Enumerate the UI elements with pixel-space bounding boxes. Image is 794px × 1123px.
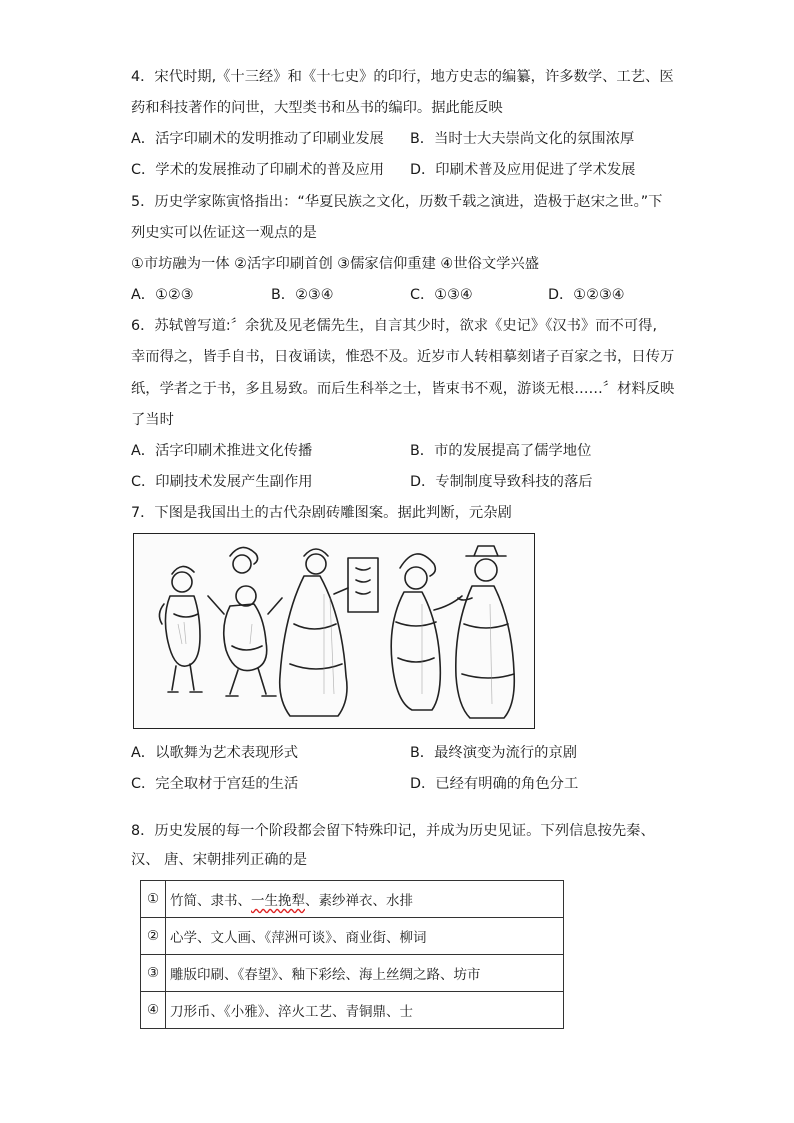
row-number: ③	[141, 955, 166, 992]
q4-stem-line2: 药和科技著作的问世，大型类书和丛书的编印。据此能反映	[131, 100, 503, 116]
q4-stem-line1: 4．宋代时期,《十三经》和《十七史》的印行，地方史志的编纂，许多数学、工艺、医	[131, 69, 674, 85]
zaju-brick-carving-image	[133, 533, 535, 729]
row-content: 竹简、隶书、一生挽犁、素纱禅衣、水排	[166, 881, 564, 918]
table-row	[141, 992, 564, 1029]
carving-figure-5	[456, 546, 514, 718]
q5-stem-line1: 5．历史学家陈寅恪指出：“华夏民族之文化，历数千载之演进，造极于赵宋之世。”下	[131, 194, 663, 210]
row-content: 雕版印刷、《春望》、釉下彩绘、海上丝绸之路、坊市	[166, 955, 564, 992]
q6-option-b: B．市的发展提高了儒学地位	[410, 443, 592, 459]
q5-stem-line2: 列史实可以佐证这一观点的是	[131, 225, 317, 241]
q6-stem-line3: 纸，学者之于书，多且易致。而后生科举之士，皆束书不观，游谈无根……〞材料反映	[131, 381, 675, 397]
q7-option-d: D．已经有明确的角色分工	[410, 776, 579, 792]
q5-option-a: A．①②③	[131, 287, 194, 303]
q4-option-a: A．活字印刷术的发明推动了印刷业发展	[131, 131, 384, 147]
carving-figure-2	[208, 547, 282, 696]
q4-option-c: C．学术的发展推动了印刷术的普及应用	[131, 162, 385, 178]
row-number: ④	[141, 992, 166, 1029]
wavy-underlined-text: 一生挽犁	[251, 893, 305, 909]
q7-stem-line1: 7．下图是我国出土的古代杂剧砖雕图案。据此判断，元杂剧	[131, 505, 512, 521]
q8-info-table	[140, 880, 564, 1029]
q5-items: ①市坊融为一体 ②活字印刷首创 ③儒家信仰重建 ④世俗文学兴盛	[131, 256, 540, 272]
q5-option-b: B．②③④	[271, 287, 334, 303]
q7-option-a: A．以歌舞为艺术表现形式	[131, 745, 299, 761]
row-number: ②	[141, 918, 166, 955]
row-number: ①	[141, 881, 166, 918]
carving-figure-1	[159, 566, 202, 692]
q8-stem-line1: 8．历史发展的每一个阶段都会留下特殊印记，并成为历史见证。下列信息按先秦、	[131, 823, 655, 839]
row-content: 心学、文人画、《萍洲可谈》、商业街、柳词	[166, 918, 564, 955]
q4-option-b: B．当时士大夫崇尚文化的氛围浓厚	[410, 131, 635, 147]
q6-stem-line2: 幸而得之，皆手自书，日夜诵读，惟恐不及。近岁市人转相摹刻诸子百家之书，日传万	[131, 349, 675, 365]
q5-option-d: D．①②③④	[548, 287, 625, 303]
table-row	[141, 918, 564, 955]
row-content: 刀形币、《小雅》、淬火工艺、青铜鼎、士	[166, 992, 564, 1029]
table-row	[141, 881, 564, 918]
q6-option-c: C．印刷技术发展产生副作用	[131, 474, 313, 490]
q6-option-a: A．活字印刷术推进文化传播	[131, 443, 313, 459]
q5-option-c: C．①③④	[410, 287, 473, 303]
q6-option-d: D．专制制度导致科技的落后	[410, 474, 593, 490]
q7-option-c: C．完全取材于宫廷的生活	[131, 776, 299, 792]
q6-stem-line4: 了当时	[131, 412, 174, 428]
table-row	[141, 955, 564, 992]
carving-figure-4	[391, 554, 462, 710]
q7-option-b: B．最终演变为流行的京剧	[410, 745, 578, 761]
carving-figure-3	[280, 549, 378, 716]
q4-option-d: D．印刷术普及应用促进了学术发展	[410, 162, 636, 178]
q8-stem-line2: 汉、 唐、宋朝排列正确的是	[131, 852, 308, 868]
q6-stem-line1: 6．苏轼曾写道:〞余犹及见老儒先生，自言其少时，欲求《史记》《汉书》而不可得,	[131, 318, 657, 334]
